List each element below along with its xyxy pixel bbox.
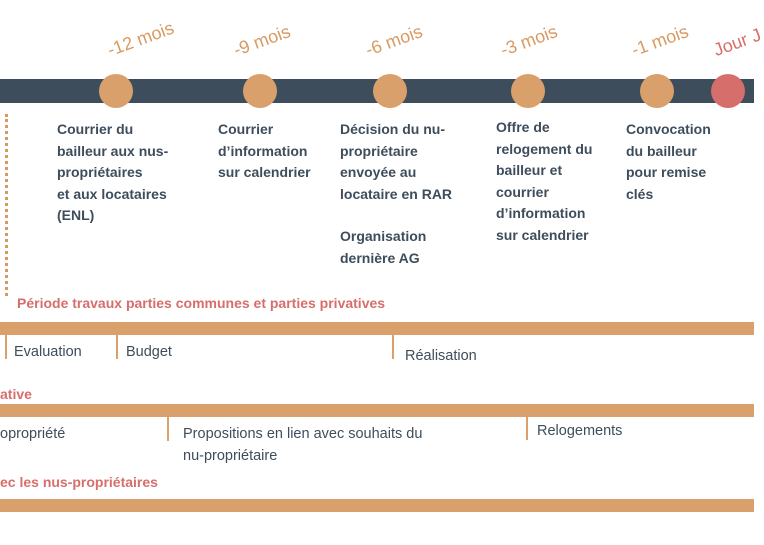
section-title-tenants: ative <box>0 386 32 402</box>
month-label-6: -6 mois <box>362 21 426 61</box>
month-label-3: -3 mois <box>497 21 561 61</box>
milestone-desc-1: Convocation du bailleur pour remise clés <box>626 121 711 202</box>
phase-tick-budget <box>116 322 118 359</box>
section-title-owners: ec les nus-propriétaires <box>0 474 158 490</box>
phase-tick-evaluation <box>5 322 7 359</box>
phase-label-copropriete: opropriété <box>0 426 66 442</box>
phase-tick-proposals <box>167 404 169 441</box>
milestone-dot-today <box>711 74 745 108</box>
dotted-connector <box>5 114 8 296</box>
phase-tick-relogements <box>526 404 528 440</box>
phase-bar-owners <box>0 499 754 512</box>
phase-label-propositions: Propositions en lien avec souhaits du nu-propriétaire <box>183 426 423 464</box>
milestone-desc-9: Courrier d’information sur calendrier <box>218 121 311 180</box>
milestone-desc-6: Décision du nu- propriétaire envoyée au locataire en RAR <box>340 121 453 202</box>
milestone-dot-3-months <box>511 74 545 108</box>
phase-bar-tenants <box>0 404 754 417</box>
month-label-9: -9 mois <box>230 21 294 61</box>
phase-label-evaluation: Evaluation <box>14 344 82 360</box>
milestone-dot-12-months <box>99 74 133 108</box>
month-label-today: Jour J <box>710 24 764 61</box>
section-title-works: Période travaux parties communes et parties privatives <box>17 295 386 311</box>
milestone-dot-9-months <box>243 74 277 108</box>
phase-label-relogements: Relogements <box>537 423 623 439</box>
milestone-desc-12: Courrier du bailleur aux nus- propriétaires et aux locataires (ENL) <box>57 121 169 223</box>
milestone-desc-3: Offre de relogement du bailleur et courrier d’information sur calendrier <box>496 119 593 243</box>
phase-bar-works <box>0 322 754 335</box>
month-label-12: -12 mois <box>104 17 177 61</box>
milestone-dot-1-month <box>640 74 674 108</box>
phase-label-budget: Budget <box>126 344 172 360</box>
month-label-1: -1 mois <box>628 21 692 61</box>
milestone-desc-6-extra: Organisation dernière AG <box>340 228 427 266</box>
milestone-dot-6-months <box>373 74 407 108</box>
phase-tick-realisation <box>392 322 394 359</box>
phase-label-realisation: Réalisation <box>405 348 477 364</box>
